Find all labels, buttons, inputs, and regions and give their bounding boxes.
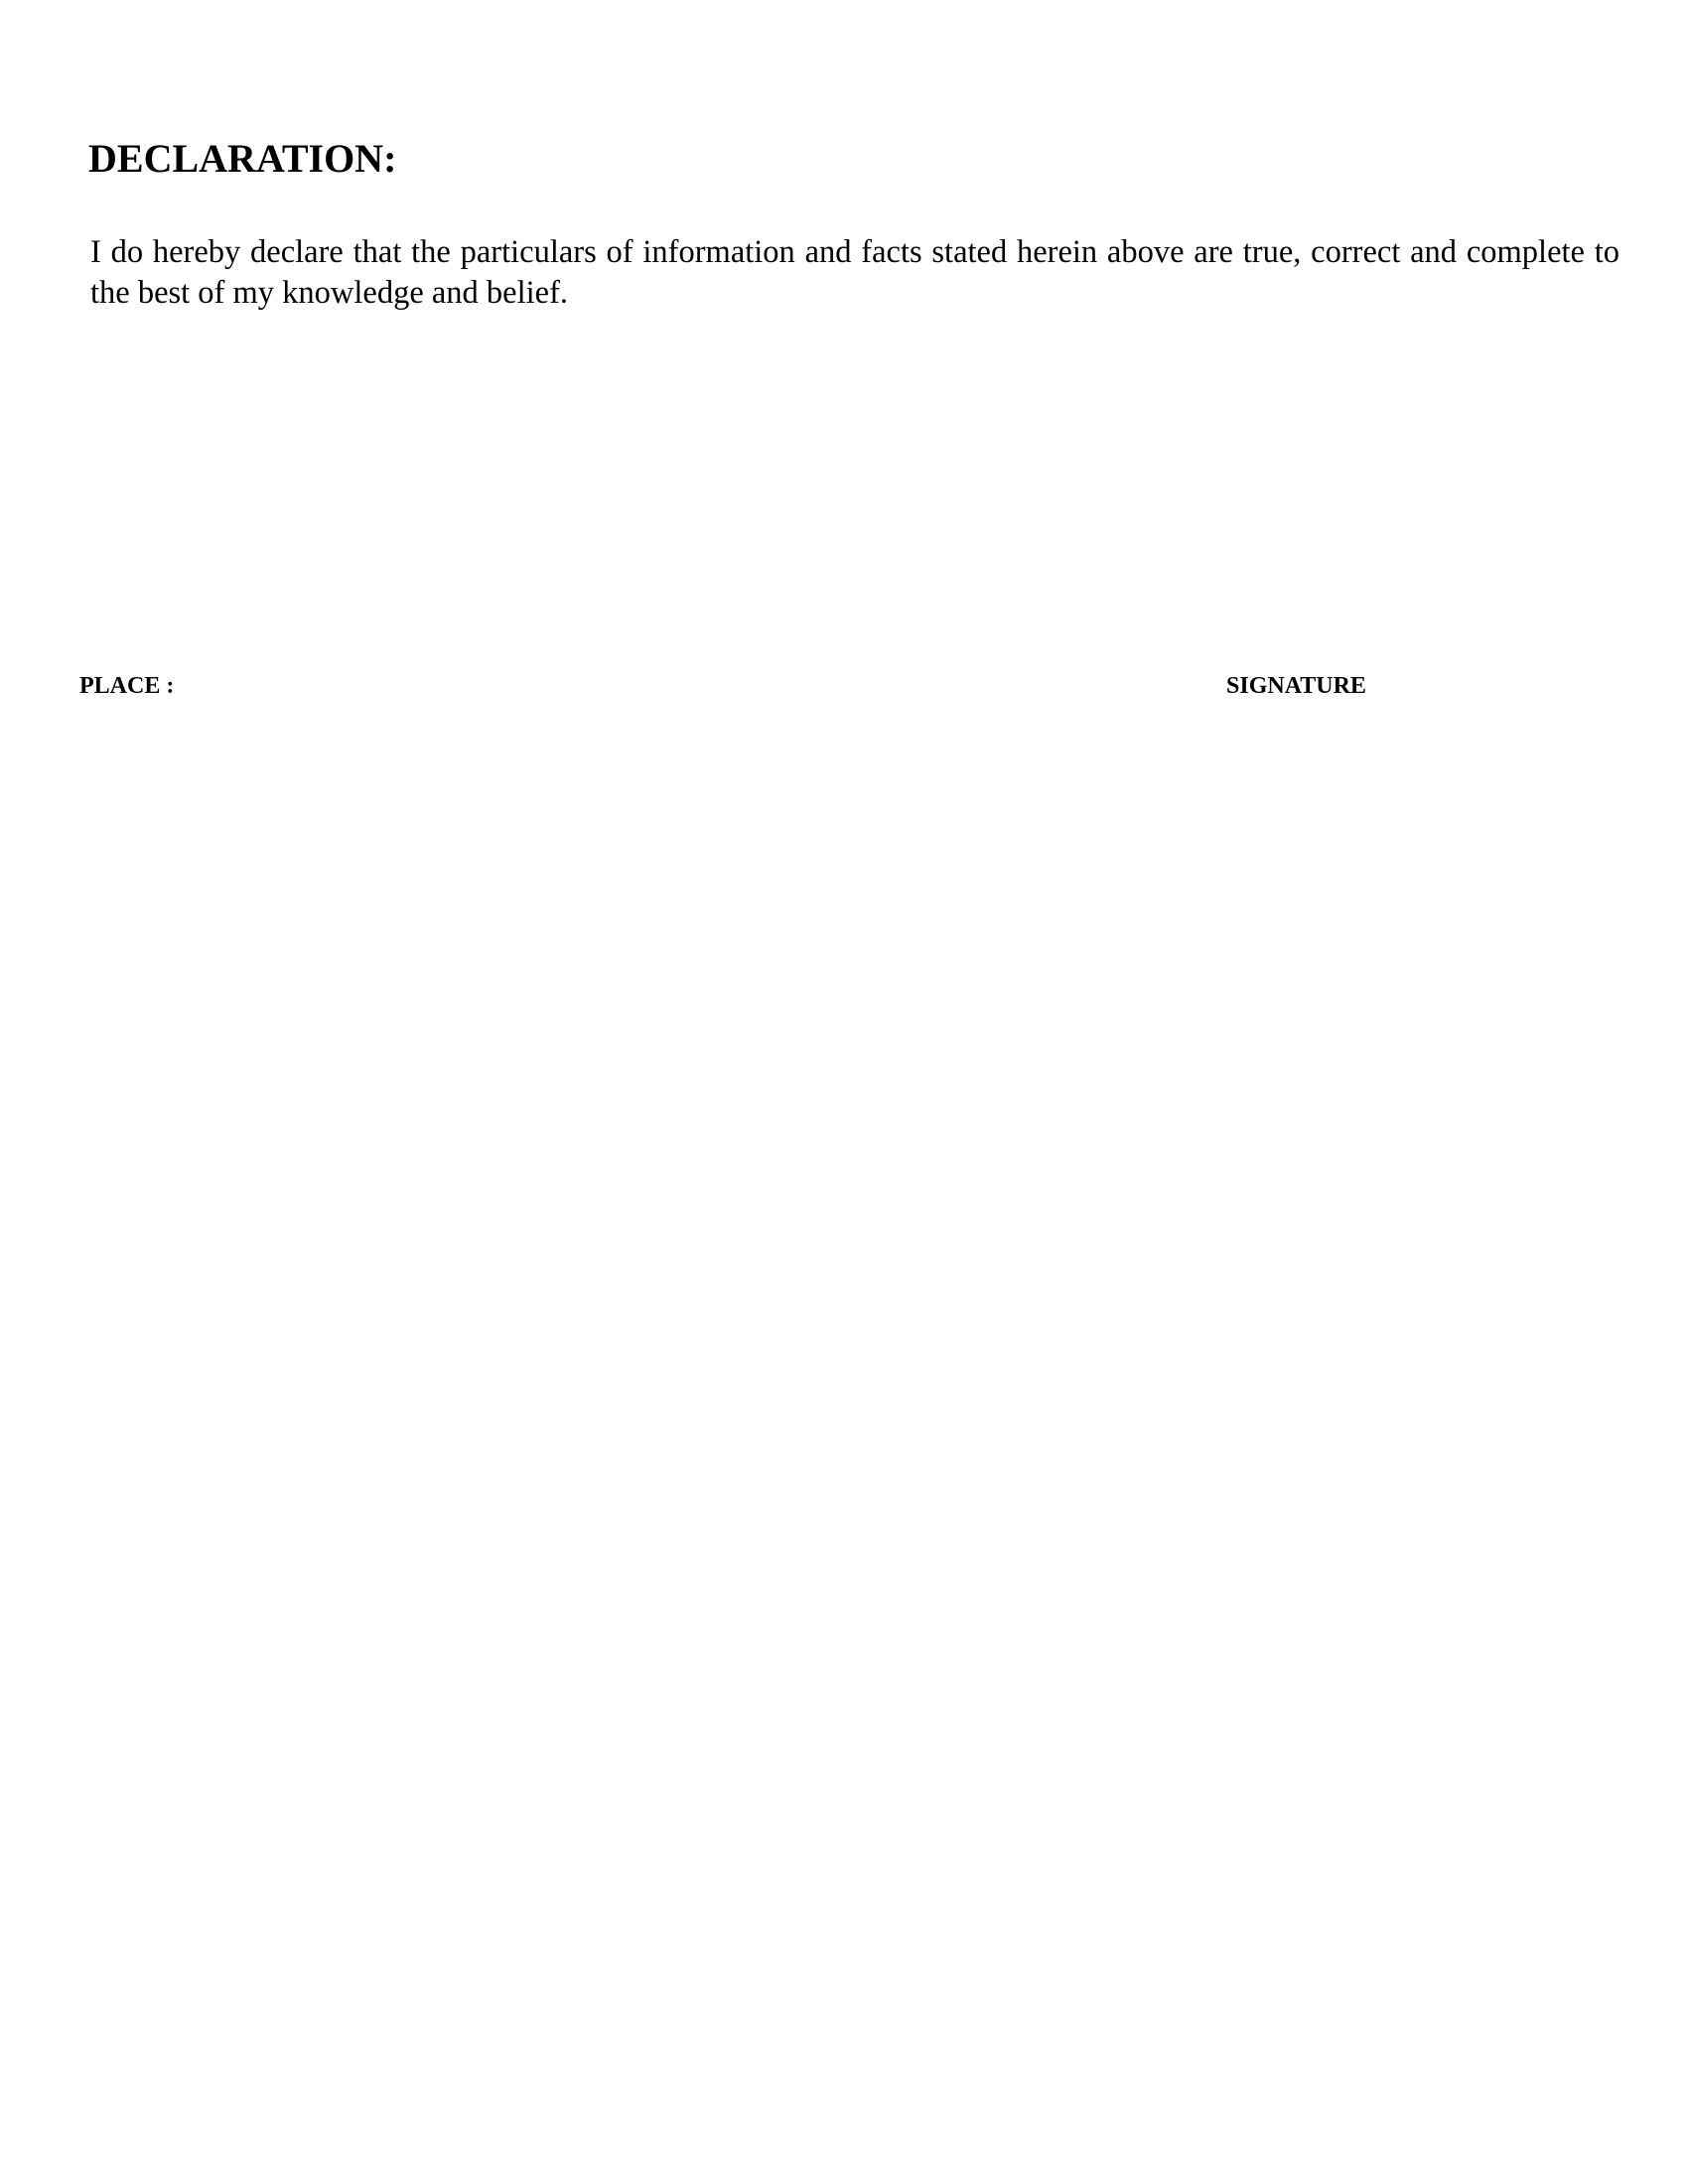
- declaration-heading: DECLARATION:: [88, 136, 397, 181]
- place-label: PLACE :: [79, 673, 175, 699]
- declaration-statement: I do hereby declare that the particulars of information and facts stated herein above are true, correct and complete to the best of my knowledge and belief.: [90, 234, 1619, 311]
- signature-label: SIGNATURE: [1226, 673, 1366, 699]
